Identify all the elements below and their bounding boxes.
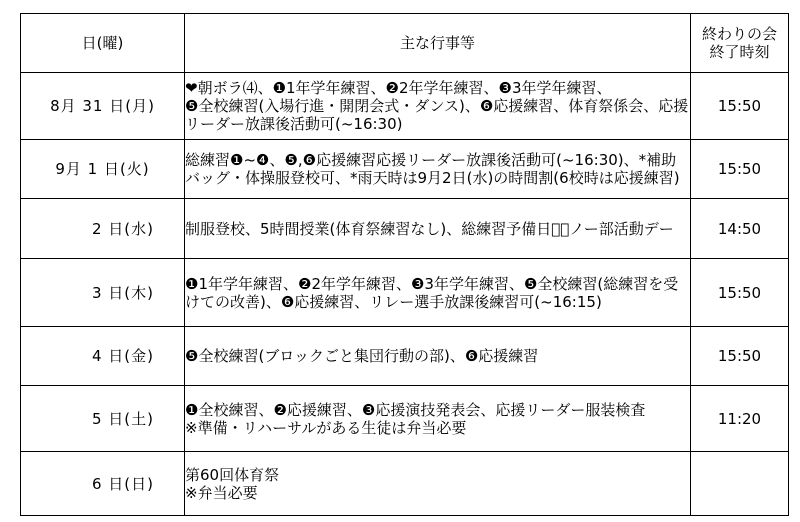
end-time-cell: 15:50 (691, 140, 789, 199)
date-cell: 5 日(土) (21, 386, 185, 452)
events-cell: 総練習❶~❹、❺,❻応援練習応援リーダー放課後活動可(~16:30)、*補助バッグ・体操服登校可、*雨天時は9月2日(水)の時間割(6校時は応援練習) (185, 140, 691, 199)
schedule-table (20, 13, 789, 516)
end-time-cell (691, 452, 789, 516)
table-row (21, 259, 789, 327)
events-cell: ❶全校練習、❷応援練習、❸応援演技発表会、応援リーダー服装検査 ※準備・リハーサルがある生徒は弁当必要 (185, 386, 691, 452)
date-cell: 3 日(木) (21, 259, 185, 327)
table-header-row (21, 14, 789, 73)
end-time-cell: 11:20 (691, 386, 789, 452)
end-time-cell: 15:50 (691, 327, 789, 386)
date-cell: 6 日(日) (21, 452, 185, 516)
end-time-cell: 15:50 (691, 73, 789, 140)
end-time-cell: 15:50 (691, 259, 789, 327)
table-row (21, 73, 789, 140)
date-cell: 9月 1 日(火) (21, 140, 185, 199)
table-row (21, 452, 789, 516)
events-cell: ❺全校練習(ブロックごと集団行動の部)、❻応援練習 (185, 327, 691, 386)
end-time-column-header (691, 14, 789, 73)
events-cell: ❶1年学年練習、❷2年学年練習、❸3年学年練習、❺全校練習(総練習を受けての改善)、❻応援練習、リレー選手放課後練習可(~16:15) (185, 259, 691, 327)
events-cell: 制服登校、5時間授業(体育祭練習なし)、総練習予備日、⃠ノー部活動デー (185, 199, 691, 259)
date-cell: 4 日(金) (21, 327, 185, 386)
table-row (21, 386, 789, 452)
events-cell: 第60回体育祭 ※弁当必要 (185, 452, 691, 516)
end-time-header-line1: 終わりの会 (701, 25, 777, 43)
event-column-header: 主な行事等 (185, 14, 691, 73)
end-time-header-line2: 終了時刻 (709, 43, 770, 61)
date-cell: 2 日(水) (21, 199, 185, 259)
table-row (21, 327, 789, 386)
date-cell: 8月 31 日(月) (21, 73, 185, 140)
table-row (21, 199, 789, 259)
table-row (21, 140, 789, 199)
events-cell: ❤朝ボラ⑷、❶1年学年練習、❷2年学年練習、❸3年学年練習、 ❺全校練習(入場行進・開閉会式・ダンス)、❻応援練習、体育祭係会、応援リーダー放課後活動可(~16:30) (185, 73, 691, 140)
end-time-cell: 14:50 (691, 199, 789, 259)
date-column-header: 日(曜) (21, 14, 185, 73)
